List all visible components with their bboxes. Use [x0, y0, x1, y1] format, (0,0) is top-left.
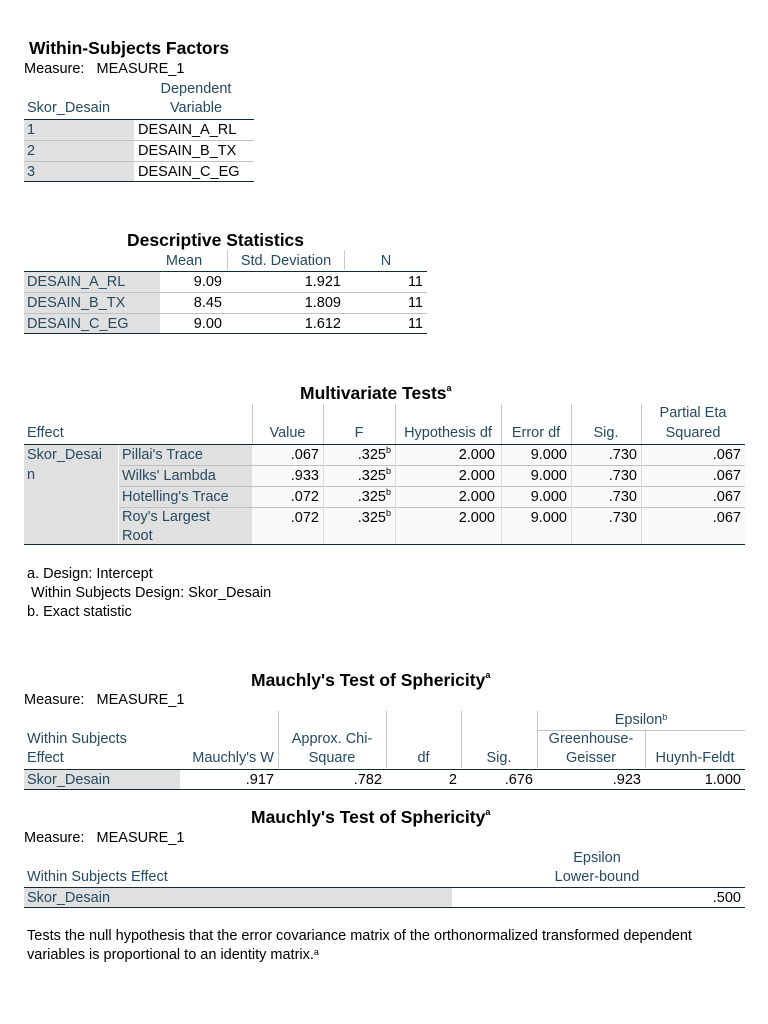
table-cell: .933 [252, 466, 323, 486]
table-cell: 2.000 [395, 445, 501, 465]
row-label: DESAIN_B_TX [24, 293, 160, 313]
table-cell: .917 [245, 772, 274, 788]
table-cell: 2.000 [395, 508, 501, 544]
table-cell: 9.000 [501, 508, 571, 544]
column-header: Mauchly's W [192, 750, 274, 766]
table-cell: .067 [641, 445, 745, 465]
table-cell: 2.000 [395, 466, 501, 486]
table-cell: .072 [252, 487, 323, 507]
table-cell: .730 [571, 466, 641, 486]
row-label: Wilks' Lambda [119, 466, 252, 486]
column-header: F [354, 425, 364, 441]
table-title: Within-Subjects Factors [29, 38, 230, 58]
table-cell: 11 [407, 295, 423, 311]
column-header: Huynh-Feldt [655, 750, 735, 766]
table-title: Multivariate Tests$^a$ [300, 383, 452, 403]
column-header: Value [269, 425, 306, 441]
column-header: Epsilon$^b$ [614, 712, 668, 728]
table-cell: DESAIN_A_RL [138, 122, 237, 138]
table-cell: DESAIN_C_EG [138, 164, 240, 180]
column-header: Within Subjects [27, 731, 127, 747]
column-header: Approx. Chi- [291, 731, 373, 747]
table-cell: .923 [612, 772, 641, 788]
row-label: Skor_Desain [24, 770, 180, 789]
table-cell: 9.000 [501, 445, 571, 465]
table-title: Mauchly's Test of Sphericity$^a$ [251, 807, 491, 827]
row-label: 1 [24, 120, 134, 140]
table-title: Descriptive Statistics [127, 230, 305, 250]
column-header: Greenhouse- [548, 731, 634, 747]
row-label: DESAIN_C_EG [24, 314, 160, 333]
table-cell: .730 [571, 487, 641, 507]
column-header: Squared [665, 425, 721, 441]
column-header: Sig. [593, 425, 619, 441]
table-note: Tests the null hypothesis that the error covariance matrix of the orthonormalized transformed dependent [27, 928, 692, 944]
table-title: Mauchly's Test of Sphericity$^a$ [251, 670, 491, 690]
row-label: Pillai's Trace [119, 445, 252, 465]
column-header: Effect [27, 750, 64, 766]
table-cell: 11 [407, 274, 423, 290]
table-cell: .500 [712, 890, 741, 906]
column-header: Partial Eta [659, 405, 727, 421]
column-header: Effect [27, 425, 64, 441]
table-cell: .325$^b$ [323, 508, 395, 544]
measure-label: Measure: MEASURE_1 [24, 830, 185, 846]
column-header: Epsilon [573, 850, 621, 866]
table-cell: 1.000 [704, 772, 741, 788]
table-cell: .325$^b$ [323, 487, 395, 507]
table-cell: .676 [504, 772, 533, 788]
row-label: 2 [24, 141, 134, 161]
column-header: df [417, 750, 430, 766]
table-cell: .325$^b$ [323, 466, 395, 486]
table-cell: .782 [353, 772, 382, 788]
footnote: Within Subjects Design: Skor_Desain [27, 585, 272, 601]
table-cell: .067 [641, 508, 745, 544]
column-header: Std. Deviation [240, 253, 332, 269]
table-cell: 9.00 [193, 316, 222, 332]
table-cell: .067 [641, 487, 745, 507]
measure-label: Measure: MEASURE_1 [24, 61, 185, 77]
table-cell: .730 [571, 445, 641, 465]
table-cell: .325$^b$ [323, 445, 395, 465]
row-label: Skor_Desain [24, 888, 452, 907]
row-label: Roy's Largest Root [119, 508, 252, 544]
table-note: variables is proportional to an identity matrix.$^a$ [27, 947, 319, 963]
table-cell: .730 [571, 508, 641, 544]
column-header: Hypothesis df [404, 425, 492, 441]
table-cell: 9.000 [501, 487, 571, 507]
footnote: a. Design: Intercept [27, 566, 153, 582]
column-header: Lower-bound [554, 869, 640, 885]
column-header: Geisser [566, 750, 616, 766]
column-header: Sig. [486, 750, 512, 766]
column-header: Skor_Desain [27, 100, 111, 116]
effect-label: Skor_Desai n [24, 445, 118, 544]
table-cell: 2.000 [395, 487, 501, 507]
table-cell: 2 [448, 772, 457, 788]
column-header: N [380, 253, 392, 269]
column-header: Error df [511, 425, 561, 441]
table-cell: 1.612 [304, 316, 341, 332]
row-label: DESAIN_A_RL [24, 272, 160, 292]
table-cell: 8.45 [193, 295, 222, 311]
column-header: Square [308, 750, 356, 766]
column-header: Mean [165, 253, 203, 269]
column-header: Variable [169, 100, 223, 116]
row-label: 3 [24, 162, 134, 181]
table-cell: .072 [252, 508, 323, 544]
table-cell: 1.921 [304, 274, 341, 290]
table-cell: DESAIN_B_TX [138, 143, 237, 159]
table-cell: 1.809 [304, 295, 341, 311]
row-label: Hotelling's Trace [119, 487, 252, 507]
measure-label: Measure: MEASURE_1 [24, 692, 185, 708]
footnote: b. Exact statistic [27, 604, 132, 620]
column-header: Within Subjects Effect [27, 869, 168, 885]
table-cell: 9.09 [193, 274, 222, 290]
table-cell: 11 [407, 316, 423, 332]
table-cell: 9.000 [501, 466, 571, 486]
column-header: Dependent [160, 81, 232, 97]
table-cell: .067 [252, 445, 323, 465]
table-cell: .067 [641, 466, 745, 486]
